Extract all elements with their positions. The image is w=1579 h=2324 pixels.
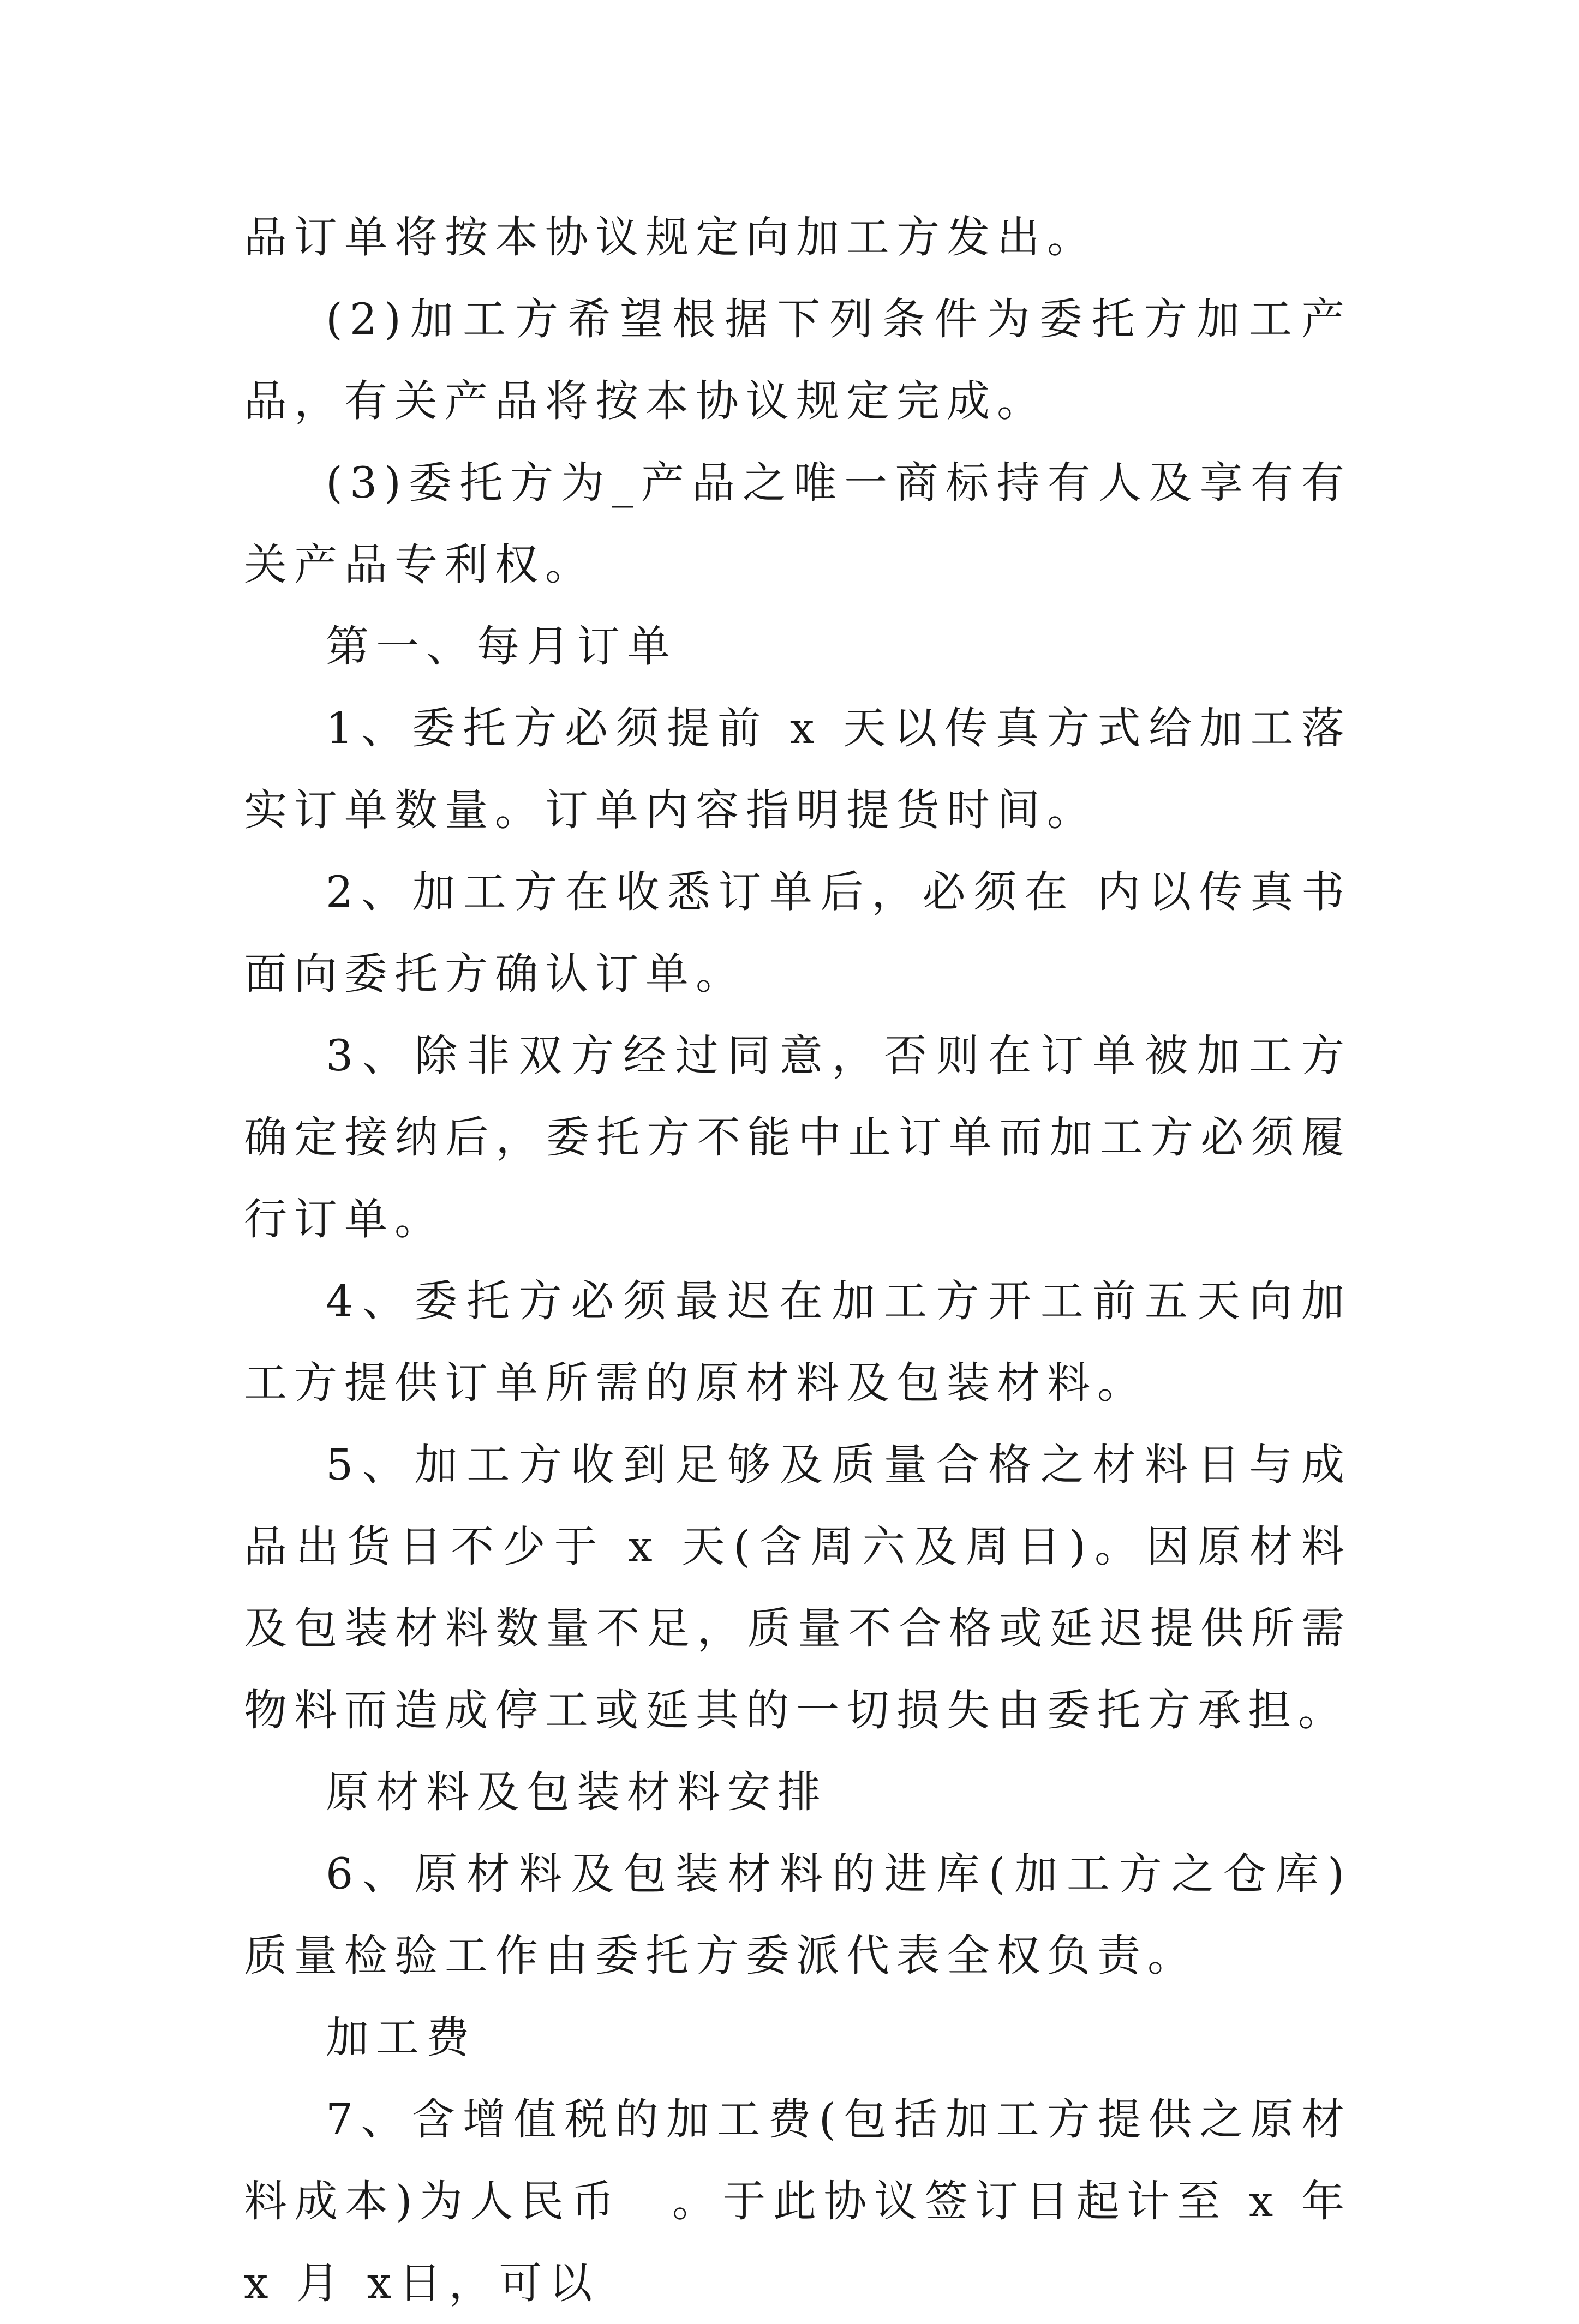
paragraph-recital-2: (2)加工方希望根据下列条件为委托方加工产品，有关产品将按本协议规定完成。 (244, 294, 1351, 426)
section-heading-monthly-orders: 第一、每月订单 (326, 621, 677, 672)
clause-7: 7、含增值税的加工费(包括加工方提供之原材料成本)为人民币 。于此协议签订日起计至 x 年 x 月 x日，可以 (244, 2094, 1351, 2308)
paragraph-order-issue: 品订单将按本协议规定向加工方发出。 (244, 212, 1097, 262)
clause-4: 4、委托方必须最迟在加工方开工前五天向加工方提供订单所需的原材料及包装材料。 (244, 1276, 1351, 1408)
section-heading-materials: 原材料及包装材料安排 (326, 1767, 828, 1817)
clause-3: 3、除非双方经过同意，否则在订单被加工方确定接纳后，委托方不能中止订单而加工方必须履行订单。 (244, 1031, 1351, 1244)
document-body (244, 196, 1351, 2324)
section-heading-processing-fee: 加工费 (326, 2012, 476, 2063)
paragraph-recital-3: (3)委托方为_产品之唯一商标持有人及享有有关产品专利权。 (244, 458, 1351, 590)
clause-2: 2、加工方在收悉订单后，必须在 内以传真书面向委托方确认订单。 (244, 867, 1351, 999)
clause-5: 5、加工方收到足够及质量合格之材料日与成品出货日不少于 x 天(含周六及周日)。因原材料及包装材料数量不足，质量不合格或延迟提供所需物料而造成停工或延其的一切损失由委托方承担。 (244, 1440, 1351, 1735)
clause-6: 6、原材料及包装材料的进库(加工方之仓库)质量检验工作由委托方委派代表全权负责。 (244, 1849, 1351, 1981)
clause-1: 1、委托方必须提前 x 天以传真方式给加工落实订单数量。订单内容指明提货时间。 (244, 703, 1351, 835)
